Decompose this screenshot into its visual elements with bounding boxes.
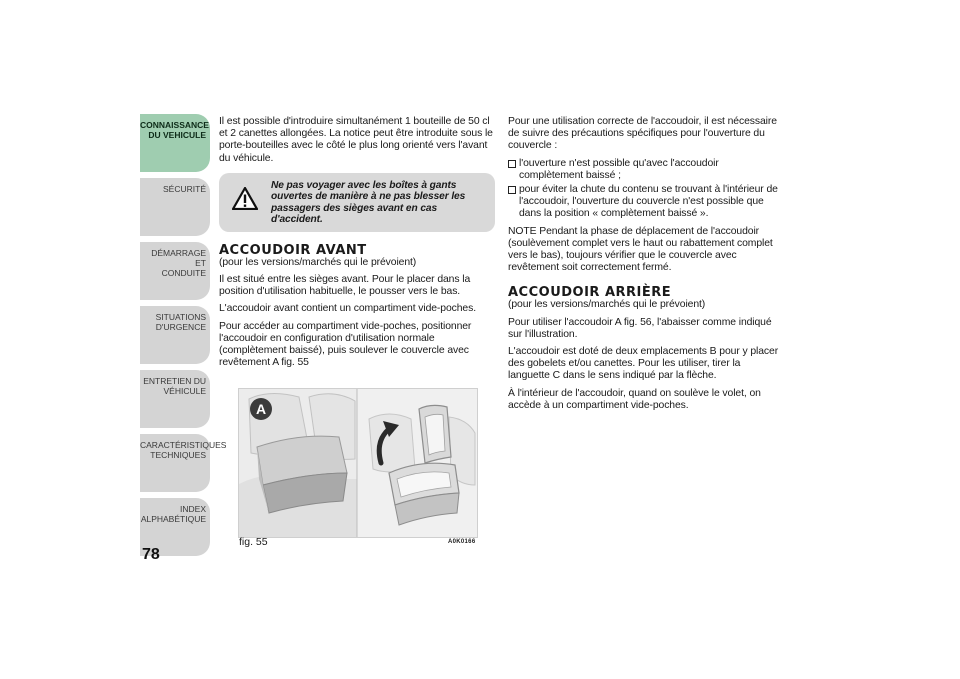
left-column bbox=[219, 116, 495, 374]
paragraph: L'accoudoir avant contient un compartiment vide-poches. bbox=[219, 303, 476, 315]
tab-entretien-du-vehicule[interactable] bbox=[140, 370, 210, 428]
page-number: 78 bbox=[142, 546, 160, 563]
tab-demarrage-et-conduite[interactable] bbox=[140, 242, 210, 300]
armrest-drawing bbox=[239, 389, 477, 537]
list-item-text: l'ouverture n'est possible qu'avec l'accoudoir complètement baissé ; bbox=[519, 157, 719, 181]
paragraph: Pour utiliser l'accoudoir A fig. 56, l'abaisser comme indiqué sur l'illustration. bbox=[508, 316, 772, 340]
list-item bbox=[508, 158, 780, 182]
warning-box bbox=[219, 173, 495, 232]
tab-label: SITUATIONS D'URGENCE bbox=[155, 312, 206, 332]
right-column bbox=[508, 116, 780, 417]
subtitle: (pour les versions/marchés qui le prévoient) bbox=[508, 299, 706, 311]
tab-connaissance-du-vehicule[interactable] bbox=[140, 114, 210, 172]
tab-label: SÉCURITÉ bbox=[163, 184, 206, 194]
warning-text: Ne pas voyager avec les boîtes à gants ouvertes de manière à ne pas blesser les passagers des sièges avant en cas d'accident. bbox=[271, 179, 466, 226]
figure-code: A0K0166 bbox=[448, 539, 476, 545]
subtitle: (pour les versions/marchés qui le prévoient) bbox=[219, 256, 417, 268]
label-a: A bbox=[255, 401, 267, 417]
list-item-text: pour éviter la chute du contenu se trouvant à l'intérieur de l'accoudoir, l'ouverture du couvercle n'est possible que dans la position « complètement baissé ». bbox=[519, 184, 778, 220]
tab-label: CARACTÉRISTIQUES TECHNIQUES bbox=[140, 440, 227, 460]
tab-label: INDEX ALPHABÉTIQUE bbox=[140, 504, 206, 524]
tab-caracteristiques-techniques[interactable] bbox=[140, 434, 227, 492]
tab-label: CONNAISSANCE DU VEHICULE bbox=[140, 120, 209, 140]
paragraph: À l'intérieur de l'accoudoir, quand on soulève le volet, on accède à un compartiment vide-poches. bbox=[508, 387, 761, 411]
intro-paragraph: Il est possible d'introduire simultanément 1 bouteille de 50 cl et 2 canettes allongées. La notice peut être introduite sous le porte-bouteilles avec le côté le plus long orienté vers l'avant du véhicule. bbox=[219, 116, 493, 164]
paragraph: Il est situé entre les sièges avant. Pour le placer dans la position d'utilisation habituelle, le pousser vers le bas. bbox=[219, 274, 471, 298]
paragraph: L'accoudoir est doté de deux emplacements B pour y placer des gobelets et/ou canettes. Pour les utiliser, tirer la languette C dans le sens indiqué par la flèche. bbox=[508, 346, 779, 382]
figure-caption: fig. 55 bbox=[239, 536, 268, 548]
tab-securite[interactable] bbox=[140, 178, 210, 236]
tab-label: ENTRETIEN DU VÉHICULE bbox=[143, 376, 206, 396]
figure-55-armrest-illustration bbox=[238, 388, 478, 538]
checkbox-bullet-icon bbox=[508, 160, 516, 168]
warning-triangle-icon bbox=[219, 180, 271, 210]
heading-accoudoir-arriere: ACCOUDOIR ARRIÈRE bbox=[508, 285, 672, 301]
tab-situations-d-urgence[interactable] bbox=[140, 306, 210, 364]
checkbox-bullet-icon bbox=[508, 186, 516, 194]
heading-accoudoir-avant: ACCOUDOIR AVANT bbox=[219, 242, 367, 258]
note-paragraph: NOTE Pendant la phase de déplacement de l'accoudoir (soulèvement complet vers le haut ou rabattement complet vers le bas), toujours vérifier que le couvercle avec revêtement soit correctement fermé. bbox=[508, 225, 773, 274]
tab-label: DÉMARRAGE ET CONDUITE bbox=[151, 248, 206, 278]
list-item bbox=[508, 184, 780, 221]
paragraph: Pour accéder au compartiment vide-poches, positionner l'accoudoir en configuration d'utilisation normale (complètement baissé), puis soulever le couvercle avec revêtement A fig. 55 bbox=[219, 320, 472, 369]
precautions-list bbox=[508, 158, 780, 221]
intro-paragraph: Pour une utilisation correcte de l'accoudoir, il est nécessaire de suivre des précautions spécifiques pour l'ouverture du couvercle : bbox=[508, 116, 777, 152]
